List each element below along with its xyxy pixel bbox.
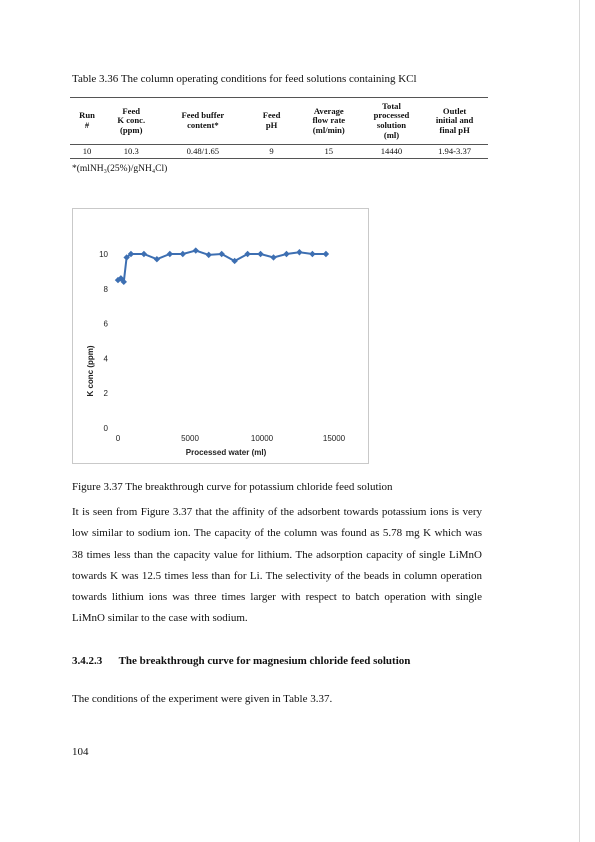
section-heading (72, 655, 410, 667)
data-point (141, 251, 147, 257)
body-paragraph: It is seen from Figure 3.37 that the affinity of the adsorbent towards potassium ions is very low similar to sodium ion. The capacity of the column was found as 5.78 mg K which was 38 times less than the capacity value for lithium. The adsorption capacity of single LiMnO towards K was 12.5 times less than for Li. The selectivity of the beads in column operation towards lithium ions was three times larger with respect to batch operation with single LiMnO similar to the case with sodium. (72, 506, 482, 625)
header-feed-ph: Feed pH (247, 98, 295, 145)
page-edge-line (579, 0, 580, 842)
section-title: The breakthrough curve for magnesium chloride feed solution (118, 655, 411, 667)
conditions-sentence: The conditions of the experiment were given in Table 3.37. (72, 693, 333, 705)
cell-run: 10 (70, 145, 104, 159)
figure-caption: Figure 3.37 The breakthrough curve for potassium chloride feed solution (72, 481, 393, 493)
x-tick-label: 5000 (181, 434, 199, 443)
header-total-processed: Total processed solution (ml) (362, 98, 421, 145)
x-tick-label: 0 (115, 434, 121, 443)
header-feed-k-conc: Feed K conc. (ppm) (104, 98, 158, 145)
data-point (167, 251, 173, 257)
cell-outlet-ph: 1.94-3.37 (421, 145, 488, 159)
x-tick-label: 10000 (250, 434, 274, 443)
y-tick-label: 4 (103, 354, 108, 364)
data-point (296, 249, 302, 255)
operating-conditions-table (70, 97, 488, 159)
data-point (283, 251, 289, 257)
header-feed-buffer: Feed buffer content* (158, 98, 247, 145)
data-point (193, 247, 199, 253)
x-tick-label: 15000 (322, 434, 346, 443)
data-point (206, 252, 212, 258)
cell-total-processed: 14440 (362, 145, 421, 159)
header-run: Run # (70, 98, 104, 145)
table-caption: Table 3.36 The column operating conditions for feed solutions containing KCl (72, 73, 417, 85)
cell-flow-rate: 15 (296, 145, 362, 159)
header-outlet-ph: Outlet initial and final pH (421, 98, 488, 145)
cell-feed-k-conc: 10.3 (104, 145, 158, 159)
data-point (154, 256, 160, 262)
cell-feed-buffer: 0.48/1.65 (158, 145, 247, 159)
cell-feed-ph: 9 (247, 145, 295, 159)
x-axis-title: Processed water (ml) (185, 448, 267, 457)
table-row (70, 145, 488, 159)
chart-canvas (73, 209, 368, 463)
y-tick-label: 10 (99, 250, 108, 259)
data-point (323, 251, 329, 257)
y-axis-title: K conc (ppm) (86, 345, 95, 397)
y-tick-label: 8 (103, 284, 108, 294)
data-point (180, 251, 186, 257)
data-point (257, 251, 263, 257)
y-tick-label: 6 (103, 319, 108, 329)
data-point (309, 251, 315, 257)
section-number: 3.4.2.3 (72, 655, 103, 667)
y-tick-label: 2 (103, 389, 108, 399)
data-point (270, 254, 276, 260)
page-number: 104 (72, 746, 89, 758)
table-footnote: *(mlNH₃(25%)/gNH₄Cl) (72, 164, 168, 174)
breakthrough-chart (72, 208, 369, 464)
y-tick-label: 0 (103, 424, 108, 433)
header-flow-rate: Average flow rate (ml/min) (296, 98, 362, 145)
table-header-row (70, 98, 488, 145)
